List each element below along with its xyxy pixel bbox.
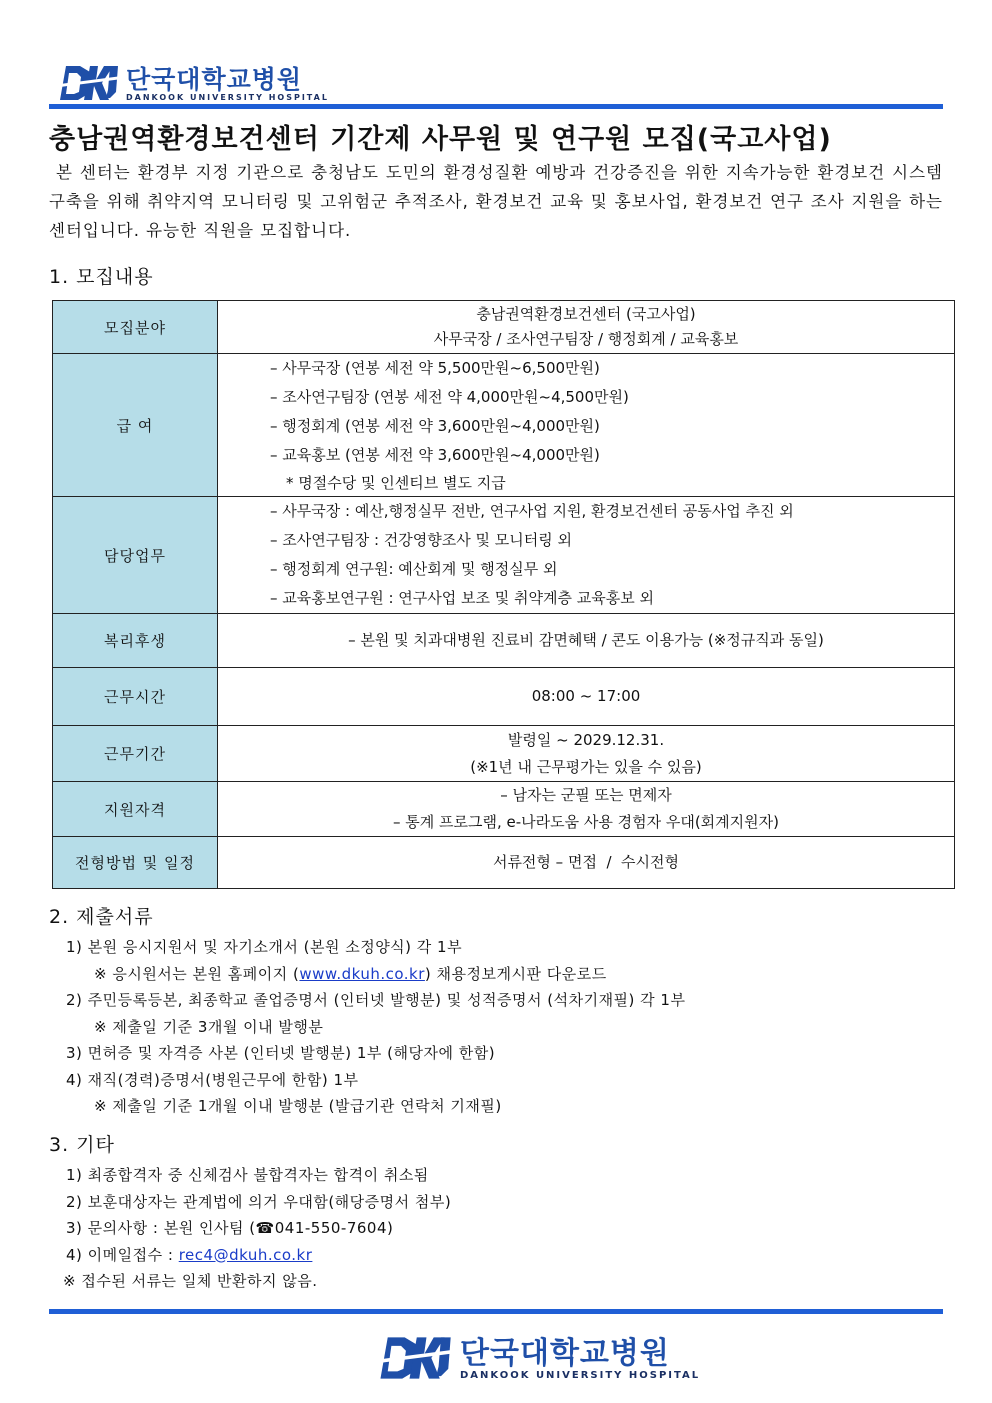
period-line: (※1년 내 근무평가는 있을 수 있음) [470, 757, 702, 776]
row-label: 근무기간 [53, 726, 218, 782]
section-heading-etc: 3. 기타 [49, 1134, 115, 1156]
salary-line: – 사무국장 (연봉 세전 약 5,500만원~6,500만원) [270, 359, 600, 377]
table-row [53, 614, 955, 668]
row-label: 복리후생 [53, 614, 218, 668]
list-item: 3) 문의사항 : 본원 인사팀 (☎041-550-7604) [66, 1219, 394, 1237]
duty-line: – 조사연구팀장 : 건강영향조사 및 모니터링 외 [270, 531, 572, 549]
recruit-table [52, 300, 955, 889]
field-line: 사무국장 / 조사연구팀장 / 행정회계 / 교육홍보 [433, 330, 739, 348]
logo-korean-text: 단국대학교병원 [126, 65, 303, 94]
salary-line: – 교육홍보 (연봉 세전 약 3,600만원~4,000만원) [270, 446, 600, 464]
section-heading-documents: 2. 제출서류 [49, 906, 154, 928]
row-label: 전형방법 및 일정 [53, 837, 218, 889]
row-label: 담당업무 [53, 497, 218, 614]
table-row [53, 726, 955, 782]
list-item: 1) 최종합격자 중 신체검사 불합격자는 합격이 취소됨 [66, 1166, 429, 1184]
period-line: 발령일 ~ 2029.12.31. [507, 730, 665, 749]
salary-note: * 명절수당 및 인센티브 별도 지급 [286, 474, 506, 492]
list-item: 4) 재직(경력)증명서(병원근무에 한함) 1부 [66, 1070, 359, 1089]
list-item: ※ 제출일 기준 3개월 이내 발행분 [94, 1017, 324, 1036]
table-row [53, 668, 955, 726]
bottom-rule [49, 1309, 943, 1314]
salary-line: – 조사연구팀장 (연봉 세전 약 4,000만원~4,500만원) [270, 388, 629, 406]
section-heading-recruit: 1. 모집내용 [49, 266, 154, 288]
table-row [53, 301, 955, 354]
row-label: 근무시간 [53, 668, 218, 726]
row-label: 모집분야 [53, 301, 218, 354]
table-row [53, 782, 955, 837]
list-item: 2) 주민등록등본, 최종학교 졸업증명서 (인터넷 발행분) 및 성적증명서 (석차기재필) 각 1부 [66, 991, 686, 1009]
welfare-line: – 본원 및 치과대병원 진료비 감면혜택 / 콘도 이용가능 (※정규직과 동일) [348, 631, 824, 649]
table-row [53, 354, 955, 497]
list-item: 1) 본원 응시지원서 및 자기소개서 (본원 소정양식) 각 1부 [66, 938, 463, 956]
intro-paragraph: 본 센터는 환경부 지정 기관으로 충청남도 도민의 환경성질환 예방과 건강증진을 위한 지속가능한 환경보건 시스템 구축을 위해 취약지역 모니터링 및 고위험군 추적조사, 환경보건 교육 및 홍보사업, 환경보건 연구 조사 지원을 하는 센터입니다. 유능한 직원을 모집합니다. [49, 163, 943, 240]
logo-korean-text: 단국대학교병원 [460, 1336, 670, 1371]
dku-logo-mark-icon [60, 64, 122, 102]
salary-line: – 행정회계 (연봉 세전 약 3,600만원~4,000만원) [270, 417, 600, 435]
duty-line: – 교육홍보연구원 : 연구사업 보조 및 취약계층 교육홍보 외 [270, 589, 654, 607]
duty-line: – 사무국장 : 예산,행정실무 전반, 연구사업 지원, 환경보건센터 공동사업 추진 외 [270, 502, 794, 520]
qualification-line: – 통계 프로그램, e-나라도움 사용 경험자 우대(회계지원자) [392, 813, 779, 831]
dku-logo-mark-icon [380, 1335, 456, 1381]
row-label: 급 여 [53, 354, 218, 497]
list-item: 3) 면허증 및 자격증 사본 (인터넷 발행분) 1부 (해당자에 한함) [66, 1044, 496, 1062]
duty-line: – 행정회계 연구원: 예산회계 및 행정실무 외 [270, 560, 558, 578]
list-item: 2) 보훈대상자는 관계법에 의거 우대함(해당증명서 첨부) [66, 1192, 452, 1211]
logo-english-text: DANKOOK UNIVERSITY HOSPITAL [460, 1370, 701, 1381]
documents-list [66, 934, 685, 1120]
etc-list [63, 1162, 452, 1295]
logo-english-text: DANKOOK UNIVERSITY HOSPITAL [126, 93, 329, 102]
top-rule [49, 104, 943, 109]
row-label: 지원자격 [53, 782, 218, 837]
email-link[interactable]: rec4@dkuh.co.kr [178, 1245, 313, 1264]
homepage-link[interactable]: www.dkuh.co.kr [299, 964, 425, 983]
page-title: 충남권역환경보건센터 기간제 사무원 및 연구원 모집(국고사업) [49, 124, 832, 155]
list-item: 4) 이메일접수 : rec4@dkuh.co.kr [66, 1245, 313, 1264]
table-row [53, 837, 955, 889]
list-item: ※ 제출일 기준 1개월 이내 발행분 (발급기관 연락처 기재필) [94, 1097, 502, 1115]
list-item: ※ 응시원서는 본원 홈페이지 (www.dkuh.co.kr) 채용정보게시판 다운로드 [94, 964, 607, 983]
qualification-line: – 남자는 군필 또는 면제자 [500, 786, 672, 804]
footer-logo [380, 1335, 700, 1381]
header-logo [60, 64, 329, 102]
table-row [53, 497, 955, 614]
process-line: 서류전형 – 면접 / 수시전형 [492, 853, 680, 871]
hours-line: 08:00 ~ 17:00 [531, 687, 641, 705]
list-item: ※ 접수된 서류는 일체 반환하지 않음. [63, 1272, 318, 1290]
field-line: 충남권역환경보건센터 (국고사업) [476, 305, 696, 323]
